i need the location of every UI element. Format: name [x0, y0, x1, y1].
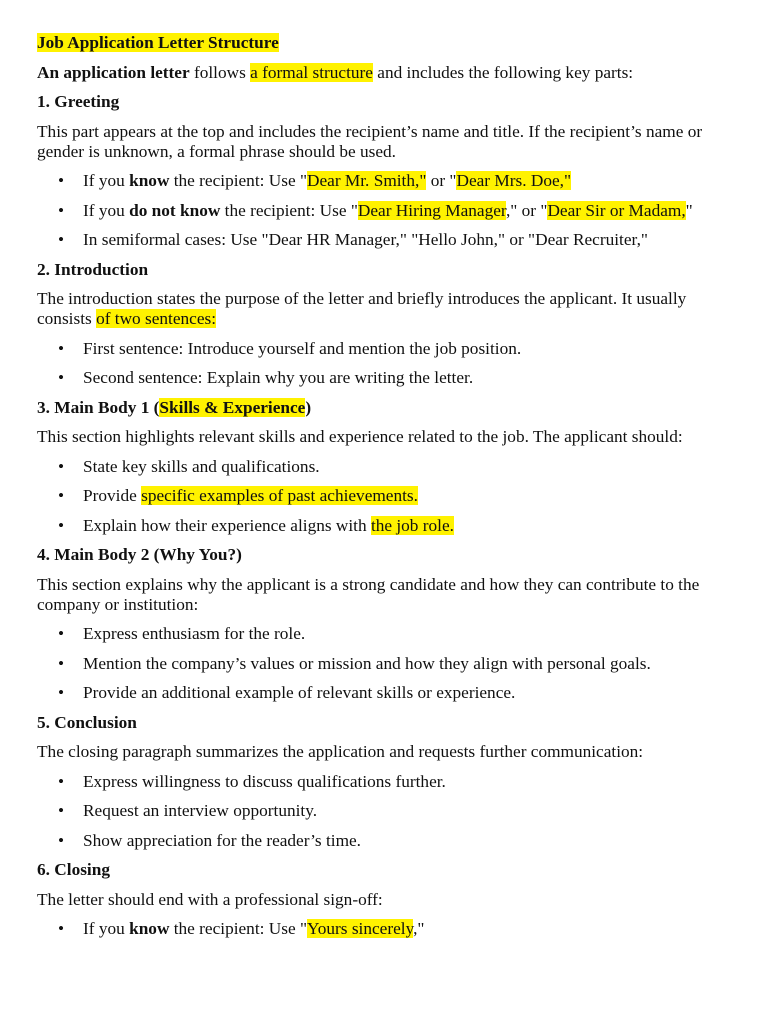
list-item-highlight: specific examples of past achievements.: [141, 486, 418, 505]
list-item-text: Provide: [83, 486, 142, 505]
list-item-text: or ": [426, 171, 457, 190]
greeting-list: [37, 171, 728, 250]
list-item: [37, 683, 728, 703]
paragraph-highlight: of two sentences:: [96, 309, 217, 328]
main-body-2-heading: 4. Main Body 2 (Why You?): [37, 545, 242, 564]
conclusion-description: The closing paragraph summarizes the application and requests further communication:: [37, 742, 644, 761]
title-highlight: Job Application Letter Structure: [37, 33, 279, 52]
list-item-text: ,": [413, 919, 425, 938]
bullet-icon: •: [58, 171, 65, 190]
list-item-text: If you: [83, 171, 130, 190]
list-item: [37, 654, 728, 674]
list-item-text: Express enthusiasm for the role.: [83, 624, 306, 643]
list-item-highlight: Dear Mrs. Doe,": [456, 171, 572, 190]
main-body-1-heading: [37, 398, 728, 418]
list-item-text: If you: [83, 919, 130, 938]
closing-description: The letter should end with a professional sign-off:: [37, 889, 383, 909]
list-item-text: the recipient: Use ": [169, 171, 307, 190]
intro-text-2: and includes the following key parts:: [372, 62, 634, 82]
bullet-icon: •: [58, 368, 65, 387]
list-item-text: ," or ": [505, 200, 548, 220]
list-item-bold: know: [129, 171, 170, 190]
list-item-text: Explain how their experience aligns with: [83, 515, 371, 535]
list-item-text: Request an interview opportunity.: [83, 801, 318, 820]
list-item-text: First sentence: Introduce yourself and mention the job position.: [83, 338, 522, 358]
list-item: [37, 339, 728, 359]
document-title: [37, 33, 728, 53]
introduction-heading: 2. Introduction: [37, 259, 149, 279]
list-item-highlight: Dear Hiring Manager: [357, 200, 506, 220]
list-item: [37, 171, 728, 191]
bullet-icon: •: [58, 200, 65, 220]
greeting-description: This part appears at the top and includes the recipient’s name and title. If the recipient’s name or gender is unknown, a formal phrase should be used.: [37, 121, 703, 161]
list-item: [37, 230, 728, 250]
list-item: [37, 801, 728, 821]
list-item: [37, 624, 728, 644]
introduction-description: [37, 289, 728, 329]
heading-text: ): [305, 397, 312, 417]
list-item: [37, 772, 728, 792]
bullet-icon: •: [58, 624, 65, 643]
list-item: [37, 516, 728, 536]
intro-bold-lead: An application letter: [37, 62, 190, 82]
list-item-text: Provide an additional example of relevant skills or experience.: [83, 683, 516, 702]
main-body-2-list: [37, 624, 728, 703]
list-item-text: Show appreciation for the reader’s time.: [83, 830, 362, 850]
list-item-bold: know: [129, 919, 170, 938]
conclusion-list: [37, 772, 728, 851]
bullet-icon: •: [58, 801, 65, 820]
list-item: [37, 457, 728, 477]
heading-text: 3. Main Body 1 (: [37, 397, 160, 417]
list-item-text: State key skills and qualifications.: [83, 456, 320, 476]
list-item: [37, 919, 728, 939]
bullet-icon: •: [58, 653, 65, 673]
intro-highlight: a formal structure: [250, 62, 373, 82]
introduction-list: [37, 339, 728, 389]
closing-list: [37, 919, 728, 939]
intro-paragraph: [37, 63, 728, 83]
list-item: [37, 486, 728, 506]
bullet-icon: •: [58, 338, 65, 358]
bullet-icon: •: [58, 683, 65, 702]
list-item-text: Second sentence: Explain why you are writing the letter.: [83, 368, 474, 387]
bullet-icon: •: [58, 230, 65, 249]
bullet-icon: •: [58, 830, 65, 850]
intro-text-1: follows: [189, 62, 251, 82]
bullet-icon: •: [58, 919, 65, 938]
heading-highlight: Skills & Experience: [159, 397, 306, 417]
list-item-bold: do not know: [129, 200, 221, 220]
bullet-icon: •: [58, 515, 65, 535]
main-body-2-description: This section explains why the applicant is a strong candidate and how they can contribute to the company or institution:: [37, 574, 700, 614]
greeting-heading: 1. Greeting: [37, 92, 120, 111]
main-body-1-list: [37, 457, 728, 536]
list-item-highlight: the job role.: [370, 515, 454, 535]
list-item-text: Mention the company’s values or mission and how they align with personal goals.: [83, 653, 651, 673]
list-item: [37, 831, 728, 851]
list-item-text: In semiformal cases: Use "Dear HR Manager," "Hello John," or "Dear Recruiter,": [83, 230, 648, 249]
bullet-icon: •: [58, 486, 65, 505]
list-item-text: the recipient: Use ": [169, 919, 307, 938]
list-item-text: ": [685, 200, 693, 220]
list-item-highlight: Dear Sir or Madam,: [547, 200, 686, 220]
list-item-text: the recipient: Use ": [220, 200, 358, 220]
list-item: [37, 368, 728, 388]
list-item: [37, 201, 728, 221]
list-item-highlight: Yours sincerely: [307, 919, 414, 938]
list-item-highlight: Dear Mr. Smith,": [307, 171, 427, 190]
closing-heading: 6. Closing: [37, 860, 110, 879]
conclusion-heading: 5. Conclusion: [37, 712, 137, 732]
list-item-text: If you: [83, 200, 130, 220]
paragraph-text: The introduction states the purpose of the letter and briefly introduces the applicant. It usually consists: [37, 289, 687, 328]
bullet-icon: •: [58, 456, 65, 476]
list-item-text: Express willingness to discuss qualifications further.: [83, 771, 446, 791]
main-body-1-description: This section highlights relevant skills and experience related to the job. The applicant should:: [37, 427, 683, 446]
bullet-icon: •: [58, 771, 65, 791]
